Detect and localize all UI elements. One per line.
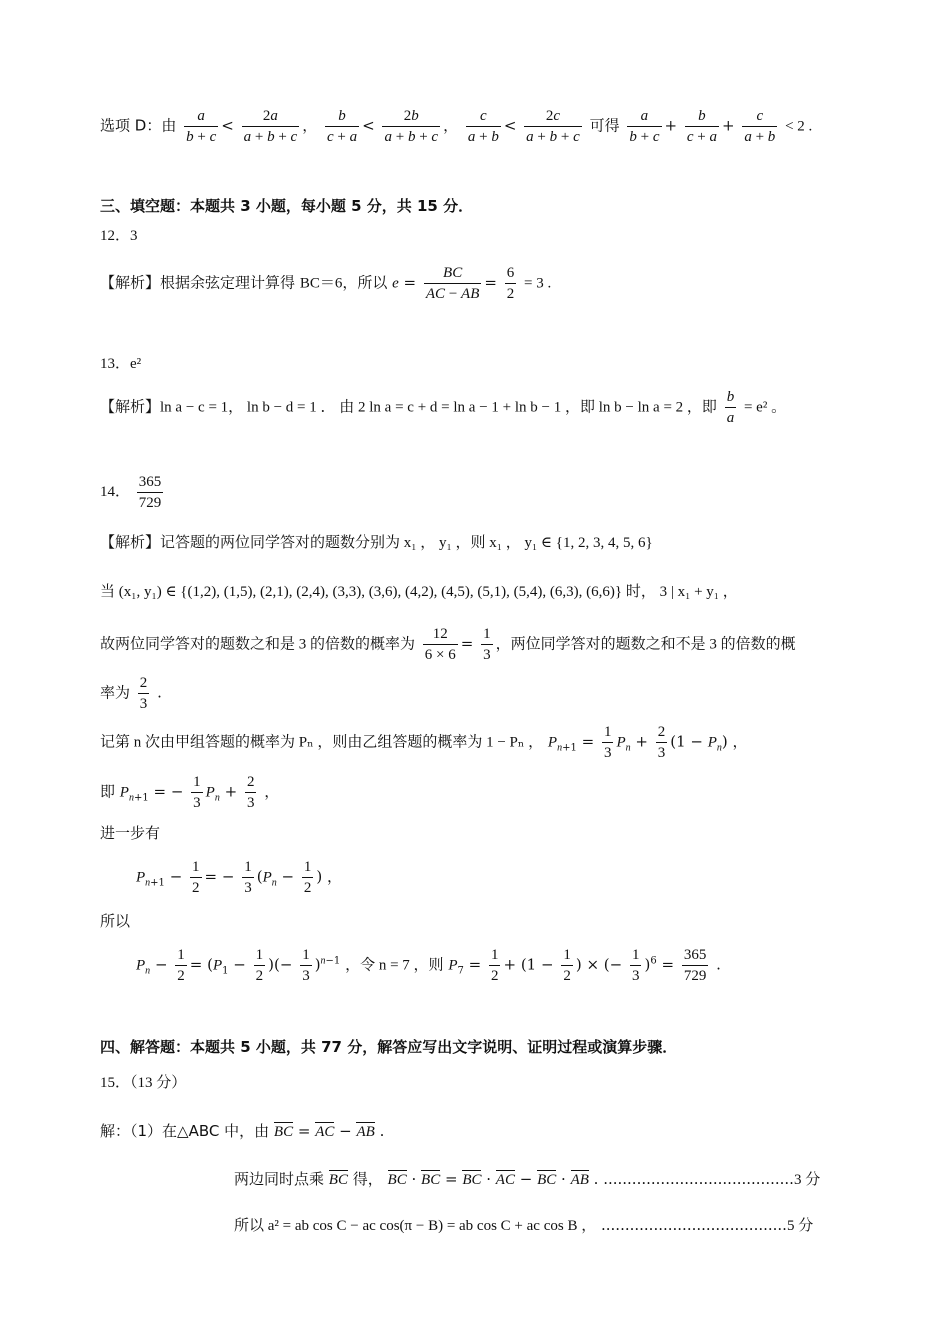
q15-line1-text: 解：（1）在△ABC 中，由	[100, 1122, 270, 1140]
q13-num: 13．	[100, 356, 131, 372]
q14-line6: 即 $P_{n+1}$ = − $\frac{1}{3}$ $P_n$ + $\frac{2}{3}$ ，	[100, 774, 280, 811]
q15-line2a: 两边同时点乘	[234, 1170, 325, 1188]
fraction: $\frac{2}{3}$	[246, 774, 255, 811]
fraction: $\frac{1}{3}$	[631, 947, 640, 984]
option-d-end: < 2 .	[785, 118, 813, 135]
q14-line4: 率为 $\frac{2}{3}$ .	[100, 675, 162, 712]
q14-line2: 当 (x₁, y₁) ∈ {(1,2), (1,5), (2,1), (2,4), (3,3), (3,6), (4,2), (4,5), (5,1), (5,4), (6,3), (6,6)} 时， 3 | x₁ + y₁ ，	[100, 584, 738, 600]
q14-answer-fraction	[137, 472, 164, 513]
q12-bc: BC＝6，所以	[299, 275, 388, 292]
q14-line10: $P_n$ − $\frac{1}{2}$ = ($P_1$ − $\frac{1}{2}$ )(− $\frac{1}{3}$ )$^{n-1}$ ，令 n = 7 ，则 $P_7$ = $\frac{1}{2}$ + (1 − $\frac{1}{2}$ ) × (− $\frac{1}{3}$ )$^6$ = $\frac{365}{729}$ .	[136, 947, 721, 984]
fraction: $\frac{2c}{a + b + c}$	[526, 108, 580, 145]
q14-line4-text: 率为	[100, 683, 131, 702]
q15-score1: 3 分	[793, 1172, 821, 1188]
leader-dots: ........................................	[603, 1170, 794, 1188]
q12-result: = 3 .	[523, 275, 552, 292]
q14-line10b: ，令 n = 7 ，则	[345, 957, 444, 974]
fraction: $\frac{1}{2}$	[303, 859, 312, 896]
fraction: $\frac{1}{3}$	[193, 774, 201, 811]
q12-solution: 【解析】根据余弦定理计算得 BC＝6，所以 e = $\frac{BC}{AC - AB}$ = $\frac{6}{2}$ = 3 .	[100, 265, 552, 302]
q14-ans-num: 365	[137, 472, 164, 493]
analysis-tag: 【解析】	[100, 533, 161, 551]
q13-answer-line	[100, 357, 141, 372]
q15-line1: 解：（1）在△ABC 中，由 BC = AC − AB .	[100, 1122, 385, 1140]
q14-line1	[100, 535, 653, 551]
q14-line9: 所以	[100, 912, 131, 930]
q14-ans-den: 729	[138, 495, 162, 511]
fraction: $\frac{a}{b + c}$	[186, 108, 217, 145]
fraction: $\frac{12}{6 \times 6}$	[424, 626, 456, 663]
section-3-title: 三、填空题：本题共 3 小题，每小题 5 分，共 15 分．	[100, 197, 474, 215]
q13-text: ln a − c = 1， ln b − d = 1 ． 由 2 ln a = c + d = ln a − 1 + ln b − 1 ，即 ln b − ln a = 2 ，即	[160, 399, 717, 416]
fraction: $\frac{2}{3}$	[139, 675, 148, 712]
q14-line3: 故两位同学答对的题数之和是 3 的倍数的概率为 $\frac{12}{6 \times 6}$ = $\frac{1}{3}$ ，两位同学答对的题数之和不是 3 的倍数的概	[100, 626, 796, 663]
option-d-line: 选项 D：由 $\frac{a}{b + c}$ < $\frac{2a}{a + b + c}$ ， $\frac{b}{c + a}$ < $\frac{2b}{a + b + c}$ ， $\frac{c}{a + b}$ < $\frac{2c}{a + b + c}$ 可得 $\frac{a}{b + c}$ + $\frac{b}{c + a}$ + $\frac{c}{a + b}$ < 2 .	[100, 108, 813, 145]
q14-line5: 记第 n 次由甲组答题的概率为 Pₙ ，则由乙组答题的概率为 1 − Pₙ ， $P_{n+1}$ = $\frac{1}{3}$ $P_n$ + $\frac{2}{3}$ $(1 - P_n)$ ，	[100, 724, 748, 761]
fraction: $\frac{2a}{a + b + c}$	[243, 108, 298, 145]
fraction: $\frac{1}{2}$	[177, 947, 185, 984]
fraction: $\frac{b}{c + a}$	[326, 108, 358, 145]
fraction: $\frac{b}{a}$	[726, 389, 735, 426]
q14-answer-line	[100, 472, 166, 513]
fraction: $\frac{1}{2}$	[490, 947, 499, 984]
q13-answer: e²	[130, 356, 142, 372]
fraction: $\frac{2}{3}$	[657, 724, 666, 761]
q14-line3a: 故两位同学答对的题数之和是 3 的倍数的概率为	[100, 636, 416, 653]
q12-answer: 12．3	[100, 228, 138, 244]
q15-line2: 两边同时点乘 BC 得， BC · BC = BC · AC − BC · AB . ........................................3 分	[234, 1170, 821, 1188]
q15-score2: 5 分	[786, 1218, 814, 1234]
q15-number: 15．（13 分）	[100, 1075, 187, 1091]
fraction: $\frac{1}{2}$	[563, 947, 571, 984]
q15-line2b: 得，	[352, 1170, 383, 1188]
fraction: $\frac{1}{3}$	[244, 859, 252, 896]
q14-line1-text: 记答题的两位同学答对的题数分别为 x₁ ， y₁ ，则 x₁ ， y₁ ∈ {1, 2, 3, 4, 5, 6}	[160, 535, 653, 551]
q15-line3-text: 所以 a² = ab cos C − ac cos(π − B) = ab cos C + ac cos B ，	[234, 1218, 597, 1234]
fraction: $\frac{b}{c + a}$	[686, 108, 717, 145]
fraction: $\frac{1}{3}$	[302, 947, 310, 984]
q12-text: 根据余弦定理计算得	[160, 273, 296, 292]
fraction: $\frac{2b}{a + b + c}$	[384, 108, 439, 145]
fraction: $\frac{1}{3}$	[483, 626, 491, 663]
q13-solution	[100, 387, 786, 428]
q14-line3b: ，两位同学答对的题数之和不是 3 的倍数的概	[495, 636, 796, 653]
fraction: $\frac{1}{2}$	[192, 859, 200, 896]
q14-line7: 进一步有	[100, 824, 161, 842]
fraction: $\frac{1}{3}$	[603, 724, 612, 761]
q14-num: 14．	[100, 483, 131, 500]
option-d-prefix: 选项 D：由	[100, 116, 177, 135]
q15-line3	[234, 1218, 813, 1234]
section-4-title: 四、解答题：本题共 5 小题，共 77 分，解答应写出文字说明、证明过程或演算步骤．	[100, 1038, 678, 1056]
fraction: $\frac{365}{729}$	[683, 947, 707, 984]
q13-tail: = e² 。	[743, 399, 787, 416]
analysis-tag: 【解析】	[100, 397, 161, 416]
analysis-tag: 【解析】	[100, 273, 161, 292]
fraction: $\frac{c}{a + b}$	[467, 108, 499, 145]
fraction: $\frac{a}{b + c}$	[629, 108, 660, 145]
q14-line8: $P_{n+1}$ − $\frac{1}{2}$ = − $\frac{1}{3}$ ($P_n$ − $\frac{1}{2}$ ) ，	[136, 859, 342, 896]
fraction: $\frac{c}{a + b}$	[744, 108, 776, 145]
fraction: $\frac{BC}{AC - AB}$	[425, 265, 480, 302]
fraction: $\frac{6}{2}$	[506, 265, 515, 302]
option-d-mid: 可得	[589, 116, 620, 135]
q14-line6a: 即	[100, 782, 116, 801]
leader-dots: .......................................	[601, 1216, 787, 1234]
q14-line5a: 记第 n 次由甲组答题的概率为 Pₙ ，则由乙组答题的概率为 1 − Pₙ ，	[100, 734, 544, 751]
fraction: $\frac{1}{2}$	[255, 947, 264, 984]
